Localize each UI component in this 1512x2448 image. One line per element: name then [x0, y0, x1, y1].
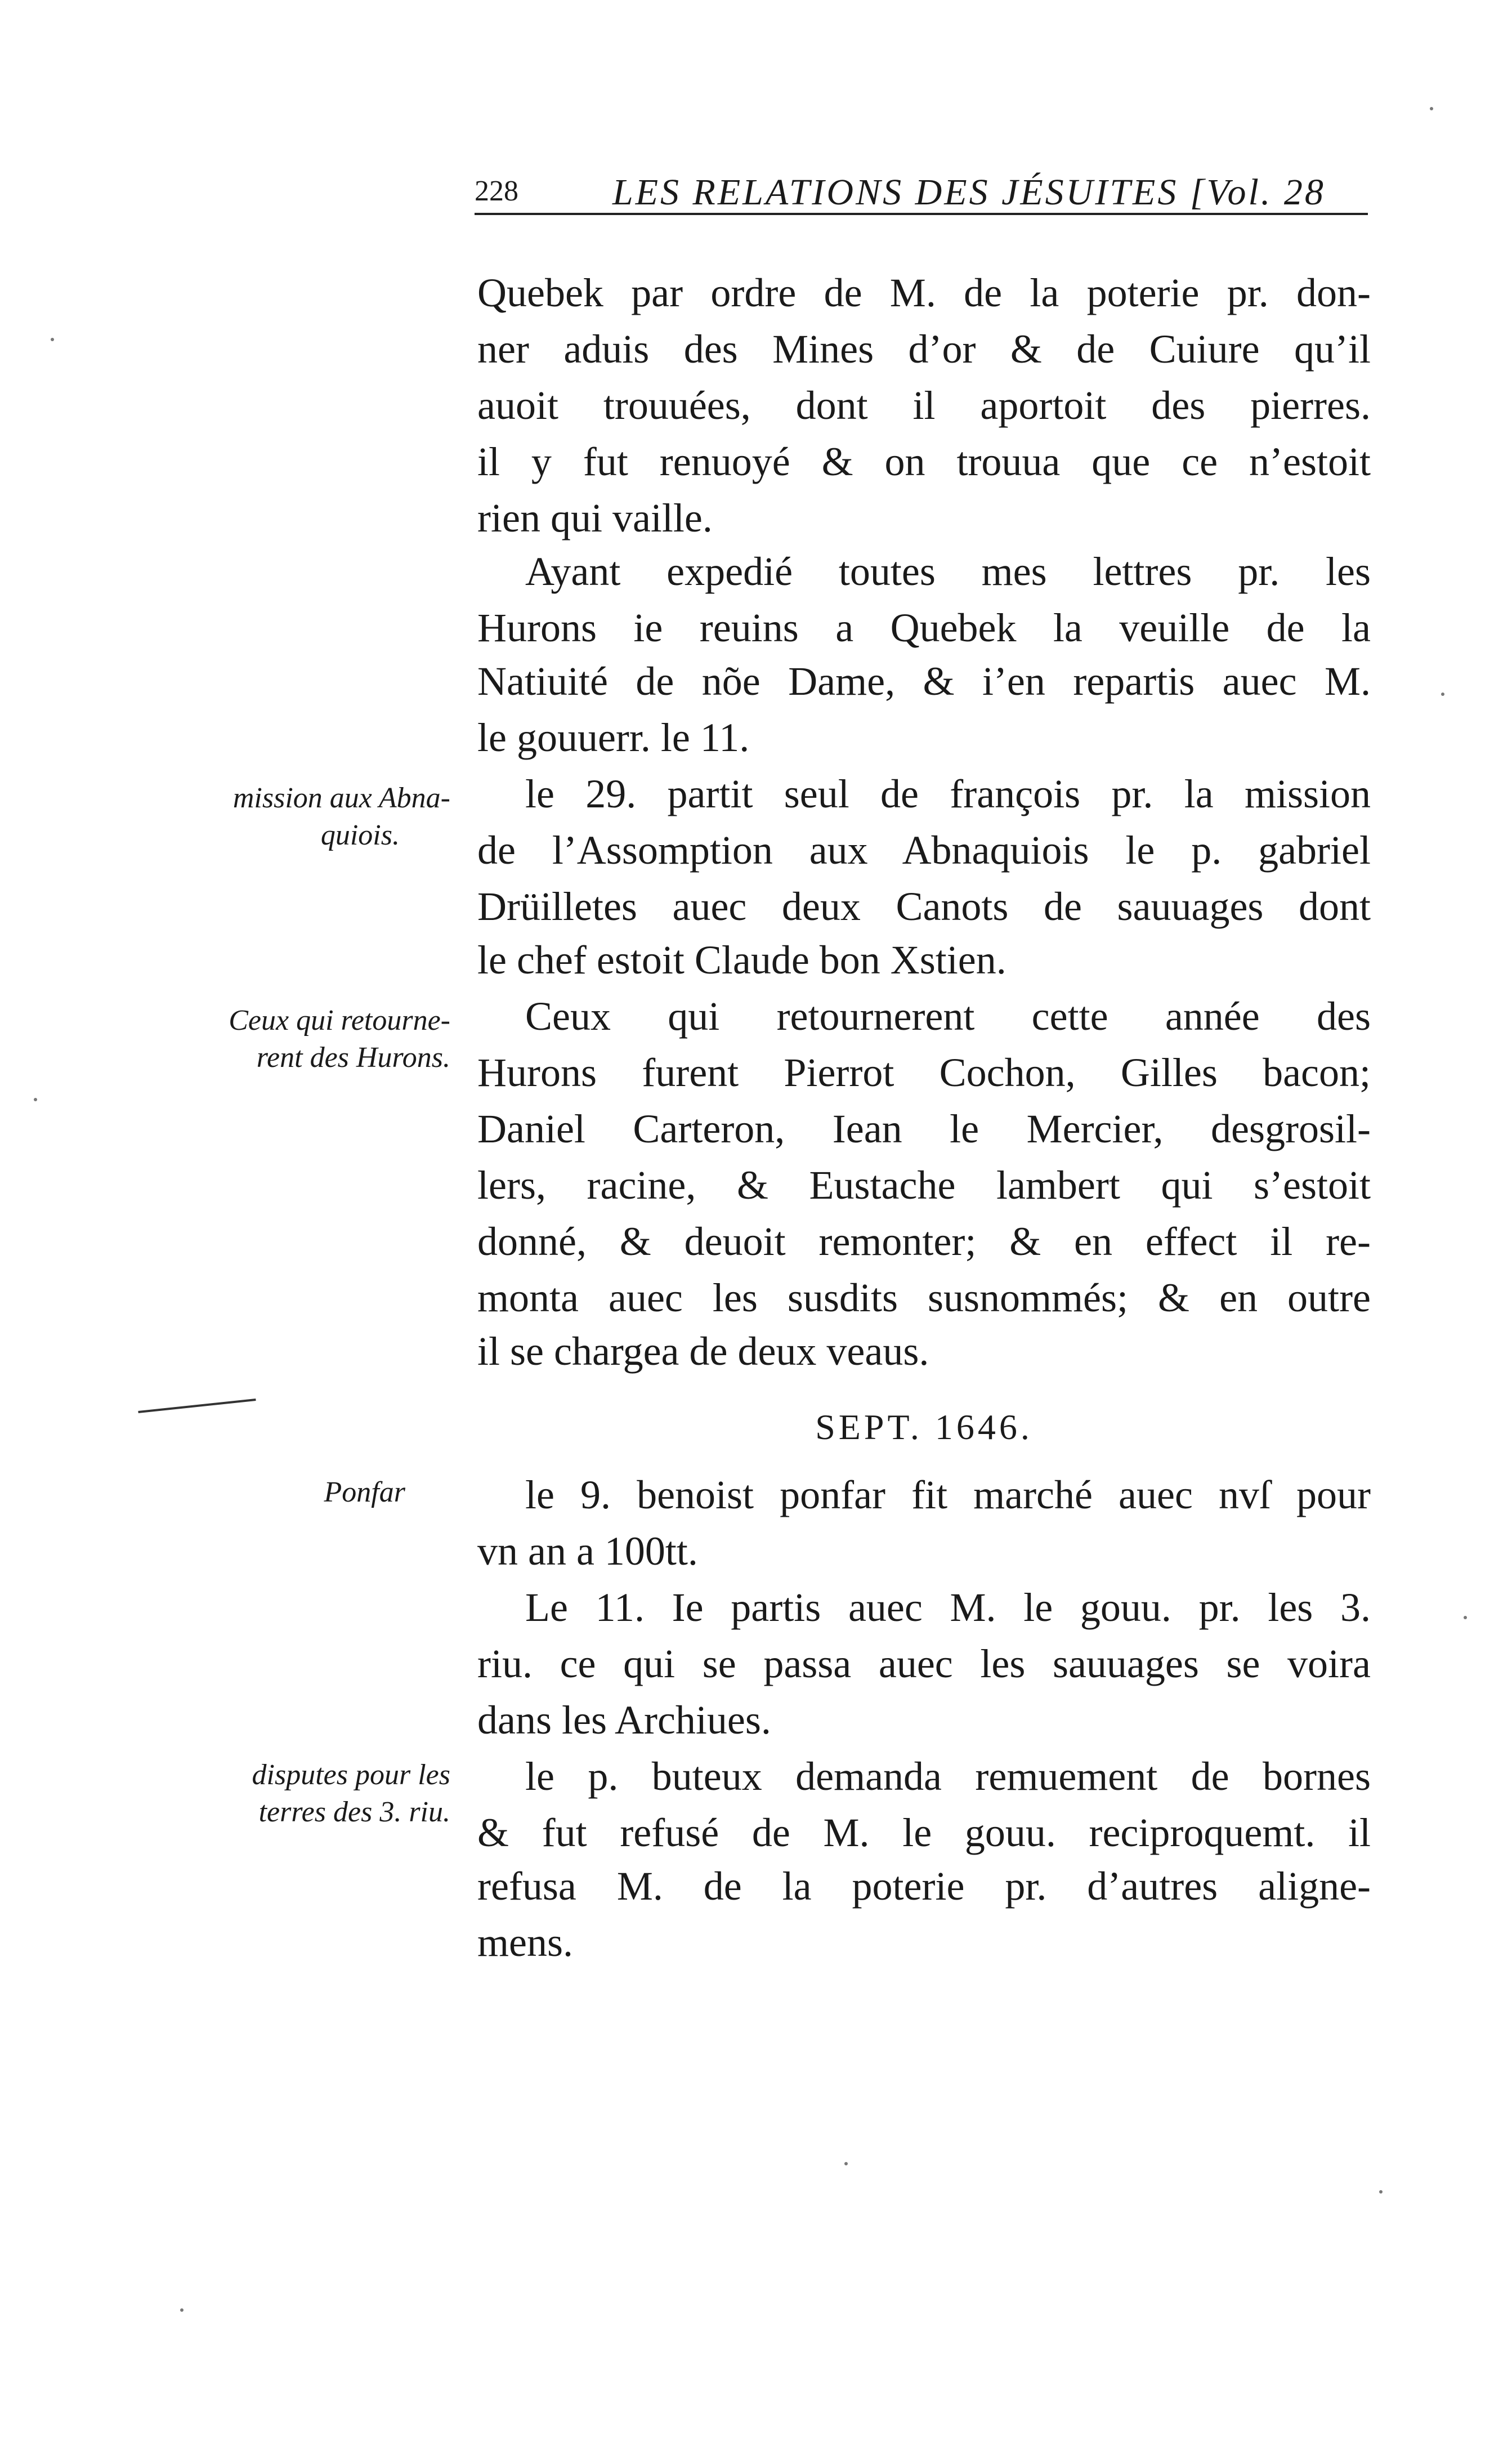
running-header [475, 169, 1368, 215]
text-line: Hurons ie reuins a Quebek la veuille de la [477, 605, 1371, 650]
text-line: Daniel Carteron, Iean le Mercier, desgrosil- [477, 1106, 1371, 1151]
text-line: monta auec les susdits susnommés; & en outre [477, 1275, 1371, 1320]
text-line: le gouuerr. le 11. [477, 715, 750, 760]
text-line: rien qui vaille. [477, 495, 713, 540]
date-heading: SEPT. 1646. [815, 1407, 1033, 1447]
text-line: refusa M. de la poterie pr. d’autres aligne- [477, 1864, 1371, 1909]
text-line: dans les Archiues. [477, 1697, 771, 1743]
speck [1379, 2190, 1383, 2194]
text-line: riu. ce qui se passa auec les sauuages se voira [477, 1641, 1371, 1686]
text-line: Drüilletes auec deux Canots de sauuages dont [477, 884, 1371, 929]
margin-note-disputes: disputes pour les terres des 3. riu. [252, 1759, 450, 1828]
text-line: de l’Assomption aux Abnaquiois le p. gabriel [477, 828, 1371, 873]
page-number: 228 [475, 175, 518, 207]
text-line: mens. [477, 1920, 573, 1965]
text-line: & fut refusé de M. le gouu. reciproquemt. il [477, 1810, 1371, 1855]
text-line: Le 11. Ie partis auec M. le gouu. pr. les 3. [525, 1585, 1371, 1630]
text-line: ner aduis des Mines d’or & de Cuiure qu’il [477, 327, 1371, 372]
margin-note-ponfar: Ponfar [324, 1476, 405, 1508]
text-line: Ceux qui retournerent cette année des [525, 994, 1371, 1039]
running-title: LES RELATIONS DES JÉSUITES [Vol. 28 [612, 172, 1326, 213]
text-line: vn an a 100tt. [477, 1529, 698, 1574]
speck [51, 338, 54, 341]
text-line: auoit trouuées, dont il aportoit des pierres. [477, 383, 1371, 428]
text-line: le chef estoit Claude bon Xstien. [477, 937, 1006, 982]
text-line: Hurons furent Pierrot Cochon, Gilles bacon; [477, 1050, 1371, 1095]
text-line: Ayant expedié toutes mes lettres pr. les [525, 549, 1371, 594]
margin-note-mission: mission aux Abna- quiois. [232, 782, 450, 851]
speck [844, 2162, 848, 2165]
text-line: le p. buteux demanda remuement de bornes [525, 1754, 1371, 1799]
speck [1430, 107, 1433, 110]
speck [1464, 1616, 1467, 1619]
text-line: Quebek par ordre de M. de la poterie pr. don- [477, 270, 1371, 315]
text-line: le 9. benoist ponfar fit marché auec nvſ pour [525, 1472, 1371, 1517]
speck [34, 1098, 37, 1101]
text-line: Natiuité de nõe Dame, & i’en repartis auec M. [477, 659, 1371, 704]
text-line: le 29. partit seul de françois pr. la mission [525, 771, 1371, 816]
speck [1441, 693, 1444, 696]
text-line: il y fut renuoyé & on trouua que ce n’estoit [477, 439, 1371, 484]
speck [180, 2308, 184, 2312]
text-line: donné, & deuoit remonter; & en effect il re- [477, 1219, 1371, 1264]
margin-rule [138, 1399, 256, 1413]
text-line: il se chargea de deux veaus. [477, 1329, 929, 1374]
margin-note-retour: Ceux qui retourne- rent des Hurons. [229, 1004, 450, 1074]
text-line: lers, racine, & Eustache lambert qui s’estoit [477, 1163, 1371, 1208]
